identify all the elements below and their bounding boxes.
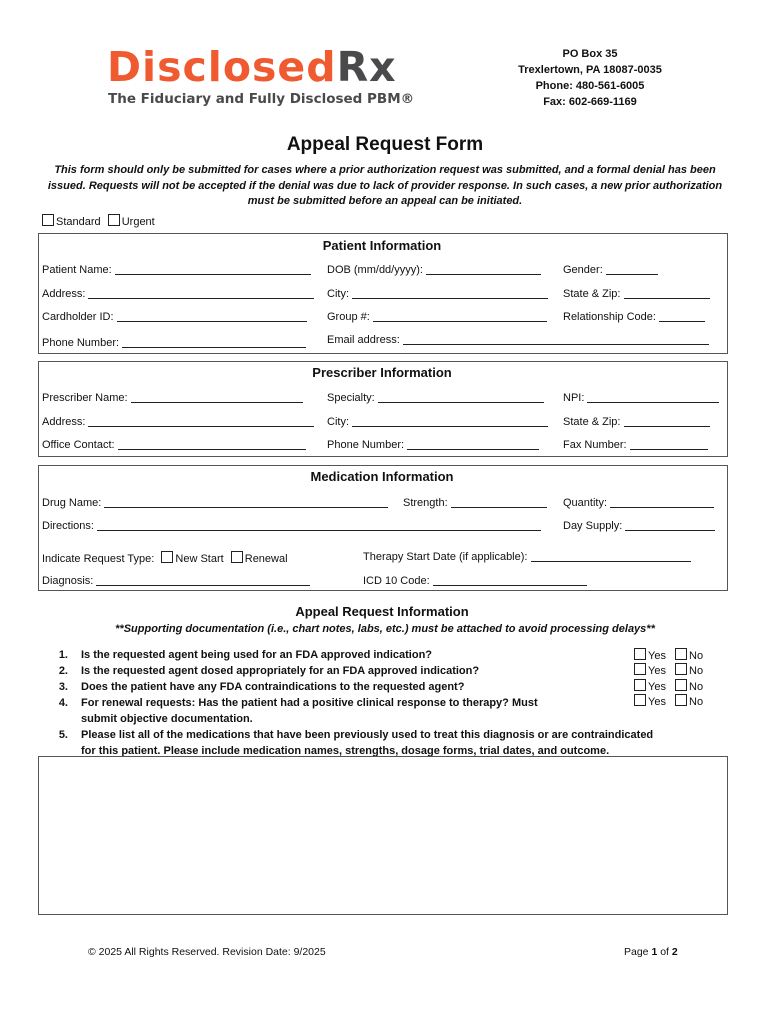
phone-line: Phone: 480-561-6005 — [535, 80, 645, 92]
day-supply-field[interactable]: Day Supply: — [563, 520, 715, 532]
urgent-label: Urgent — [121, 216, 155, 228]
npi-field[interactable]: NPI: — [563, 392, 719, 404]
patient-address-field[interactable]: Address: — [42, 288, 314, 300]
q2-yes-no: Yes No — [634, 663, 703, 677]
relationship-code-field[interactable]: Relationship Code: — [563, 311, 705, 323]
directions-field[interactable]: Directions: — [42, 520, 541, 532]
logo-tagline: The Fiduciary and Fully Disclosed PBM® — [108, 91, 415, 107]
therapy-start-date-field[interactable]: Therapy Start Date (if applicable): — [363, 551, 691, 563]
question-4-continued: submit objective documentation. — [81, 713, 253, 725]
patient-info-title: Patient Information — [322, 238, 442, 253]
question-5-continued: for this patient. Please include medication names, strengths, dosage forms, trial dates, and outcome. — [81, 745, 610, 757]
patient-state-zip-field[interactable]: State & Zip: — [563, 288, 710, 300]
q3-no-checkbox[interactable] — [675, 679, 687, 691]
q2-no-checkbox[interactable] — [675, 663, 687, 675]
cardholder-id-field[interactable]: Cardholder ID: — [42, 311, 307, 323]
prescriber-info-title: Prescriber Information — [312, 365, 452, 380]
specialty-field[interactable]: Specialty: — [327, 392, 544, 404]
quantity-field[interactable]: Quantity: — [563, 497, 714, 509]
diagnosis-field[interactable]: Diagnosis: — [42, 575, 310, 587]
q1-yes-checkbox[interactable] — [634, 648, 646, 660]
renewal-label: Renewal — [244, 553, 288, 565]
dob-field[interactable]: DOB (mm/dd/yyyy): — [327, 264, 541, 276]
q3-yes-checkbox[interactable] — [634, 679, 646, 691]
q4-no-checkbox[interactable] — [675, 694, 687, 706]
email-field[interactable]: Email address: — [327, 334, 709, 346]
q4-yes-no: Yes No — [634, 694, 703, 708]
q1-yes-no: Yes No — [634, 648, 703, 662]
logo-text-disclosed: Disclosed — [107, 43, 337, 91]
patient-city-field[interactable]: City: — [327, 288, 548, 300]
new-start-label: New Start — [175, 553, 224, 565]
request-type-field: Indicate Request Type: New Start Renewal — [42, 553, 288, 565]
appeal-questions: 1. Is the requested agent being used for an FDA approved indication? 2. Is the requested agent dosed appropriately for an FDA approved indication? 3. Does the patient have any FDA contraindications to the requested agent? 4. For renewal requests: Has the patient had a positive clinical response to therapy? Must submit objective documentation. 5. Please list all of the medications that have been previously used to treat this diagnosis or are contraindicated for this patient. Please include medication names, strengths, dosage forms, trial dates, and outcome. — [58, 649, 654, 757]
fax-line: Fax: 602-669-1169 — [543, 96, 637, 108]
q4-yes-checkbox[interactable] — [634, 694, 646, 706]
appeal-info-title: Appeal Request Information — [295, 604, 469, 619]
medication-info-title: Medication Information — [310, 469, 454, 484]
gender-field[interactable]: Gender: — [563, 264, 658, 276]
address-line-2: Trexlertown, PA 18087-0035 — [518, 64, 662, 76]
patient-phone-field[interactable]: Phone Number: — [42, 337, 306, 349]
renewal-checkbox[interactable] — [231, 551, 243, 563]
address-line-1: PO Box 35 — [562, 48, 618, 60]
form-title: Appeal Request Form — [286, 134, 484, 155]
new-start-checkbox[interactable] — [161, 551, 173, 563]
company-address — [480, 46, 700, 110]
patient-name-field[interactable]: Patient Name: — [42, 264, 311, 276]
form-intro: This form should only be submitted for cases where a prior authorization request was submitted, and a formal denial has been issued. Requests will not be accepted if the denial was due to lack of provider response. In such cases, a new prior authorization must be submitted before an appeal can be initiated. — [47, 164, 723, 207]
group-number-field[interactable]: Group #: — [327, 311, 547, 323]
icd10-code-field[interactable]: ICD 10 Code: — [363, 575, 587, 587]
strength-field[interactable]: Strength: — [403, 497, 547, 509]
drug-name-field[interactable]: Drug Name: — [42, 497, 388, 509]
standard-checkbox[interactable] — [42, 214, 54, 226]
office-contact-field[interactable]: Office Contact: — [42, 439, 306, 451]
standard-label: Standard — [56, 216, 101, 228]
prescriber-phone-field[interactable]: Phone Number: — [327, 439, 539, 451]
urgent-checkbox[interactable] — [108, 214, 120, 226]
page-indicator: Page 1 of 2 — [624, 946, 678, 958]
medication-history-textarea[interactable] — [38, 756, 728, 915]
prescriber-name-field[interactable]: Prescriber Name: — [42, 392, 303, 404]
q3-yes-no: Yes No — [634, 679, 703, 693]
footer-copyright: © 2025 All Rights Reserved. Revision Date: 9/2025 — [88, 946, 326, 958]
fax-number-field[interactable]: Fax Number: — [563, 439, 708, 451]
prescriber-address-field[interactable]: Address: — [42, 416, 314, 428]
logo-text-rx: Rx — [336, 43, 397, 91]
prescriber-city-field[interactable]: City: — [327, 416, 548, 428]
q2-yes-checkbox[interactable] — [634, 663, 646, 675]
urgency-options — [42, 214, 155, 228]
prescriber-state-zip-field[interactable]: State & Zip: — [563, 416, 710, 428]
company-logo — [107, 44, 397, 90]
supporting-docs-note: **Supporting documentation (i.e., chart notes, labs, etc.) must be attached to avoid processing delays** — [115, 623, 655, 635]
q1-no-checkbox[interactable] — [675, 648, 687, 660]
